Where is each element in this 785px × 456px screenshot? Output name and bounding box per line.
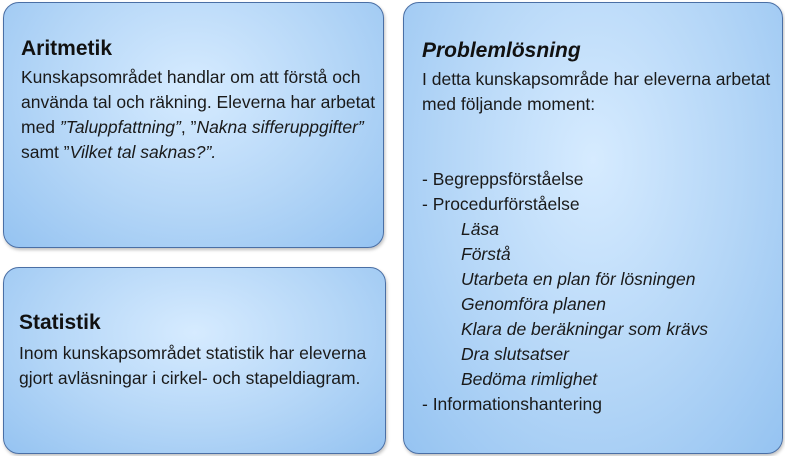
problemlosning-box (403, 2, 783, 454)
aritmetik-sep-2: samt ” (21, 142, 70, 162)
moment-item: - Begreppsförståelse (422, 169, 584, 189)
sub-item: Dra slutsatser (461, 344, 569, 364)
sub-item: Genomföra planen (461, 294, 606, 314)
statistik-title: Statistik (19, 311, 101, 334)
aritmetik-title: Aritmetik (21, 37, 113, 60)
aritmetik-sep-1: , ” (180, 117, 197, 137)
statistik-box (3, 267, 386, 454)
aritmetik-quote-2: Nakna sifferuppgifter” (196, 117, 364, 137)
aritmetik-quote-1: ”Taluppfattning” (59, 117, 181, 137)
problemlosning-intro: I detta kunskapsområde har eleverna arbetat med följande moment: (422, 69, 771, 114)
procedur-sublist (422, 217, 708, 392)
moment-item (422, 192, 708, 392)
statistik-text: Inom kunskapsområdet statistik har eleverna gjort avläsningar i cirkel- och stapeldiagram. (19, 343, 367, 388)
aritmetik-text (21, 65, 376, 165)
sub-item: Förstå (461, 244, 511, 264)
aritmetik-quote-3: Vilket tal saknas?”. (69, 142, 217, 162)
sub-item: Utarbeta en plan för lösningen (461, 269, 696, 289)
moment-item-label: - Procedurförståelse (422, 194, 580, 214)
problemlosning-title: Problemlösning (422, 39, 581, 62)
aritmetik-box (3, 2, 384, 248)
moment-list (422, 167, 708, 417)
sub-item: Bedöma rimlighet (461, 369, 598, 389)
moment-item: - Informationshantering (422, 394, 602, 414)
aritmetik-text-part: Kunskapsområdet handlar om att förstå och använda tal och räkning. Eleverna har arbetat med (21, 67, 376, 137)
sub-item: Klara de beräkningar som krävs (461, 319, 709, 339)
sub-item: Läsa (461, 219, 499, 239)
